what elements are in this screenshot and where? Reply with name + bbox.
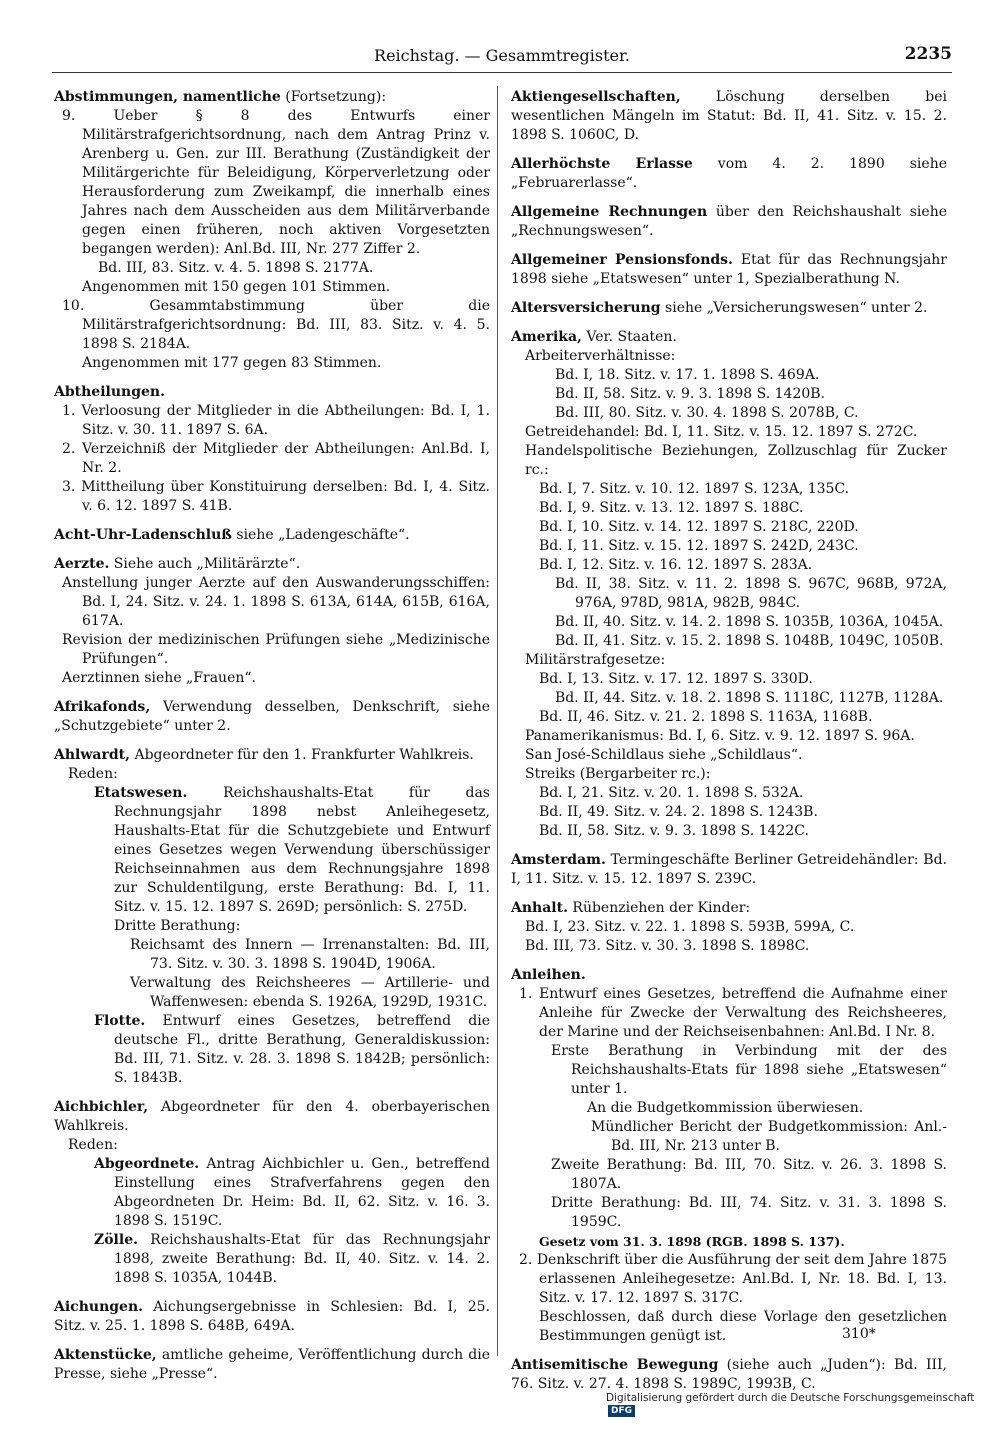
- headword: Aktenstücke,: [54, 1347, 157, 1363]
- entry-afrikafonds: [54, 698, 490, 736]
- entry-text: siehe „Versicherungswesen“ unter 2.: [665, 300, 928, 316]
- column-divider: [497, 86, 498, 1356]
- gesetz-line: Gesetz vom 31. 3. 1898 (RGB. 1898 S. 137).: [539, 1234, 845, 1249]
- headword: Afrikafonds,: [54, 699, 151, 715]
- reference: Bd. III, 83. Sitz. v. 4. 5. 1898 S. 2177A.: [98, 260, 374, 276]
- headword: Ahlwardt,: [54, 747, 130, 763]
- headword: Allgemeiner Pensionsfonds.: [511, 252, 733, 268]
- header-rule: [52, 72, 952, 73]
- entry-text: Löschung derselben bei wesentlichen Mängeln im Statut: Bd. II, 41. Sitz. v. 15. 2. 1898 S. 1060C, D.: [511, 89, 947, 143]
- signature-mark: 310*: [842, 1326, 876, 1342]
- left-column: [54, 88, 490, 1394]
- reference: Bd. I, 23. Sitz. v. 22. 1. 1898 S. 593B, 599A, C.: [525, 919, 855, 935]
- entry-anhalt: [511, 899, 947, 956]
- reference: Bd. II, 40. Sitz. v. 14. 2. 1898 S. 1035B, 1036A, 1045A.: [555, 614, 944, 630]
- sub-headword: Abgeordnete.: [94, 1156, 200, 1172]
- page-number: 2235: [904, 44, 952, 64]
- headword: Antisemitische Bewegung: [511, 1357, 719, 1373]
- entry-text: Aichungsergebnisse in Schlesien: Bd. I, 25. Sitz. v. 25. 1. 1898 S. 648B, 649A.: [54, 1299, 491, 1334]
- reference: Bd. II, 44. Sitz. v. 18. 2. 1898 S. 1118C, 1127B, 1128A.: [555, 690, 944, 706]
- entry-abstimmungen: [54, 88, 490, 373]
- reference: Bd. II, 58. Sitz. v. 9. 3. 1898 S. 1420B.: [555, 386, 825, 402]
- dritte-label: Dritte Berathung:: [114, 918, 241, 934]
- sub-headword: Zölle.: [94, 1232, 138, 1248]
- headword: Abtheilungen.: [54, 384, 165, 400]
- sub-label: Streiks (Bergarbeiter rc.):: [525, 766, 711, 782]
- sub-label: Getreidehandel: Bd. I, 11. Sitz. v. 15. 12. 1897 S. 272C.: [525, 424, 918, 440]
- reference: Bd. I, 21. Sitz. v. 20. 1. 1898 S. 532A.: [539, 785, 804, 801]
- entry-text: vom 4. 2. 1890 siehe „Februarerlasse“.: [511, 156, 947, 191]
- sub-label: San José-Schildlaus siehe „Schildlaus“.: [525, 747, 803, 763]
- entry-antisemitische: [511, 1356, 947, 1394]
- entry-aktenstuecke: [54, 1346, 490, 1384]
- sub-text: Entwurf eines Gesetzes, betreffend die deutsche Fl., dritte Berathung, Generaldiskussion: Bd. III, 71. Sitz. v. 28. 3. 1898 S. 1842B; persönlich: S. 1843B.: [114, 1013, 491, 1086]
- entry-rechnungen: [511, 203, 947, 241]
- headword: Allgemeine Rechnungen: [511, 204, 708, 220]
- dfg-logo: DFG: [608, 1405, 635, 1417]
- reference: Bd. III, 73. Sitz. v. 30. 3. 1898 S. 1898C.: [525, 938, 810, 954]
- entry-amerika: [511, 328, 947, 841]
- sub-text: Antrag Aichbichler u. Gen., betreffend Einstellung eines Strafverfahrens gegen den Abgeordneten Dr. Heim: Bd. II, 62. Sitz. v. 16. 3. 1898 S. 1519C.: [114, 1156, 491, 1229]
- sub-entry: Mündlicher Bericht der Budgetkommission: Anl.-Bd. III, Nr. 213 unter B.: [591, 1119, 947, 1154]
- entry-altersversicherung: [511, 299, 947, 318]
- headword: Altersversicherung: [511, 300, 661, 316]
- dfg-footer: [606, 1392, 1000, 1417]
- entry-aichungen: [54, 1298, 490, 1336]
- entry-anleihen: [511, 966, 947, 1346]
- entry-text: Abgeordneter für den 4. oberbayerischen Wahlkreis.: [54, 1099, 490, 1134]
- running-title: Reichstag. — Gesammtregister.: [374, 46, 630, 65]
- reference: Bd. I, 7. Sitz. v. 10. 12. 1897 S. 123A, 135C.: [539, 481, 850, 497]
- sub-entry: Beschlossen, daß durch diese Vorlage den gesetzlichen Bestimmungen genügt ist.: [539, 1309, 947, 1344]
- sub-entry: Erste Berathung in Verbindung mit der des Reichshaushalts-Etats für 1898 siehe „Etatswesen“ unter 1.: [551, 1043, 947, 1097]
- entry-text: Verwendung desselben, Denkschrift, siehe „Schutzgebiete“ unter 2.: [54, 699, 490, 734]
- entry-text: Ver. Staaten.: [586, 329, 677, 345]
- list-item: 2. Denkschrift über die Ausführung der seit dem Jahre 1875 erlassenen Anleihegesetze: Anl.Bd. I, Nr. 18. Bd. I, 13. Sitz. v. 17. 12. 1897 S. 317C.: [519, 1252, 947, 1306]
- sub-entry: Aerztinnen siehe „Frauen“.: [62, 670, 256, 686]
- entry-text: siehe „Ladengeschäfte“.: [236, 527, 410, 543]
- entry-text: amtliche geheime, Veröffentlichung durch die Presse, siehe „Presse“.: [54, 1347, 491, 1382]
- headword: Anleihen.: [511, 967, 586, 983]
- entry-text: Abgeordneter für den 1. Frankfurter Wahlkreis.: [134, 747, 474, 763]
- sub-entry-abgeordnete: [54, 1155, 490, 1231]
- reden-label: Reden:: [68, 766, 118, 782]
- sub-entry: Reichsamt des Innern — Irrenanstalten: Bd. III, 73. Sitz. v. 30. 3. 1898 S. 1904D, 1906A.: [130, 937, 490, 972]
- entry-abtheilungen: [54, 383, 490, 516]
- list-item: 3. Mittheilung über Konstituirung derselben: Bd. I, 4. Sitz. v. 6. 12. 1897 S. 41B.: [62, 479, 490, 514]
- entry-ahlwardt: [54, 746, 490, 1088]
- reference: Bd. II, 49. Sitz. v. 24. 2. 1898 S. 1243B.: [539, 804, 818, 820]
- entry-amsterdam: [511, 851, 947, 889]
- headword: Anhalt.: [511, 900, 568, 916]
- reference: Bd. I, 9. Sitz. v. 13. 12. 1897 S. 188C.: [539, 500, 804, 516]
- headword: Abstimmungen, namentliche: [54, 89, 281, 105]
- entry-acht-uhr: [54, 526, 490, 545]
- headword: Aerzte.: [54, 556, 110, 572]
- entry-text: (Fortsetzung):: [285, 89, 387, 105]
- sub-entry: Verwaltung des Reichsheeres — Artillerie- und Waffenwesen: ebenda S. 1926A, 1929D, 1931C.: [130, 975, 490, 1010]
- headword: Aichbichler,: [54, 1099, 149, 1115]
- reference: Bd. II, 38. Sitz. v. 11. 2. 1898 S. 967C, 968B, 972A, 976A, 978D, 981A, 982B, 984C.: [555, 576, 947, 611]
- sub-label: Militärstrafgesetze:: [525, 652, 666, 668]
- entry-aktiengesellschaften: [511, 88, 947, 145]
- reference: Bd. II, 41. Sitz. v. 15. 2. 1898 S. 1048B, 1049C, 1050B.: [555, 633, 944, 649]
- page-header: [52, 44, 952, 70]
- entry-aichbichler: [54, 1098, 490, 1288]
- list-item: 1. Entwurf eines Gesetzes, betreffend die Aufnahme einer Anleihe für Zwecke der Verwaltung des Reichsheeres, der Marine und der Reichseisenbahnen: Anl.Bd. I Nr. 8.: [519, 986, 947, 1040]
- list-item: 10. Gesammtabstimmung über die Militärstrafgerichtsordnung: Bd. III, 83. Sitz. v. 4. 5. 1898 S. 2184A.: [62, 298, 490, 352]
- entry-pensionsfonds: [511, 251, 947, 289]
- dfg-text: Digitalisierung gefördert durch die Deutsche Forschungsgemeinschaft: [606, 1392, 975, 1404]
- headword: Amerika,: [511, 329, 582, 345]
- sub-entry-flotte: [54, 1012, 490, 1088]
- sub-entry-zoelle: [54, 1231, 490, 1288]
- sub-headword: Flotte.: [94, 1013, 146, 1029]
- entry-text: (siehe auch „Juden“): Bd. III, 76. Sitz. v. 27. 4. 1898 S. 1989C, 1993B, C.: [511, 1357, 947, 1392]
- list-item: 9. Ueber § 8 des Entwurfs einer Militärstrafgerichtsordnung, nach dem Antrag Prinz v. Arenberg u. Gen. zur III. Berathung (Zuständigkeit der Militärgerichte für Beleidigung, Körperverletzung oder Herausforderung zum Zweikampf, die innerhalb eines Jahres nach dem Ausscheiden aus dem Militärverbande gegen einen früheren, noch aktiven Vorgesetzten begangen werden): Anl.Bd. III, Nr. 277 Ziffer 2.: [62, 108, 490, 257]
- entry-text: Etat für das Rechnungsjahr 1898 siehe „Etatswesen“ unter 1, Spezialberathung N.: [511, 252, 947, 287]
- sub-entry: Anstellung junger Aerzte auf den Auswanderungsschiffen: Bd. I, 24. Sitz. v. 24. 1. 1898 S. 613A, 614A, 615B, 616A, 617A.: [62, 575, 490, 629]
- sub-label: Panamerikanismus: Bd. I, 6. Sitz. v. 9. 12. 1897 S. 96A.: [525, 728, 915, 744]
- entry-erlasse: [511, 155, 947, 193]
- reference: Bd. I, 11. Sitz. v. 15. 12. 1897 S. 242D, 243C.: [539, 538, 859, 554]
- entry-aerzte: [54, 555, 490, 688]
- headword: Aktiengesellschaften,: [511, 89, 681, 105]
- sub-entry-etatswesen: [54, 784, 490, 917]
- entry-text: über den Reichshaushalt siehe „Rechnungswesen“.: [511, 204, 947, 239]
- headword: Allerhöchste Erlasse: [511, 156, 693, 172]
- sub-entry: Zweite Berathung: Bd. III, 70. Sitz. v. 26. 3. 1898 S. 1807A.: [551, 1157, 947, 1192]
- result: Angenommen mit 177 gegen 83 Stimmen.: [82, 355, 382, 371]
- reference: Bd. I, 10. Sitz. v. 14. 12. 1897 S. 218C, 220D.: [539, 519, 859, 535]
- reference: Bd. I, 13. Sitz. v. 17. 12. 1897 S. 330D.: [539, 671, 813, 687]
- sub-text: Reichshaushalts-Etat für das Rechnungsjahr 1898 nebst Anleihegesetz, Haushalts-Etat für die Schutzgebiete und Entwurf eines Gesetzes wegen Verwendung überschüssiger Reichseinnahmen aus dem Rechnungsjahre 1898 zur Schuldentilgung, erste Berathung: Bd. I, 11. Sitz. v. 15. 12. 1897 S. 269D; persönlich: S. 275D.: [114, 785, 490, 915]
- sub-entry: Revision der medizinischen Prüfungen siehe „Medizinische Prüfungen“.: [62, 632, 490, 667]
- reden-label: Reden:: [68, 1137, 118, 1153]
- sub-headword: Etatswesen.: [94, 785, 188, 801]
- sub-label: Handelspolitische Beziehungen, Zollzuschlag für Zucker rc.:: [525, 443, 947, 478]
- sub-text: Reichshaushalts-Etat für das Rechnungsjahr 1898, zweite Berathung: Bd. II, 40. Sitz. v. 14. 2. 1898 S. 1035A, 1044B.: [114, 1232, 490, 1286]
- reference: Bd. II, 58. Sitz. v. 9. 3. 1898 S. 1422C.: [539, 823, 809, 839]
- headword: Acht-Uhr-Ladenschluß: [54, 527, 232, 543]
- sub-label: Arbeiterverhältnisse:: [525, 348, 676, 364]
- entry-text: Siehe auch „Militärärzte“.: [113, 556, 301, 572]
- reference: Bd. III, 80. Sitz. v. 30. 4. 1898 S. 2078B, C.: [555, 405, 859, 421]
- entry-text: Rübenziehen der Kinder:: [572, 900, 751, 916]
- sub-entry: An die Budgetkommission überwiesen.: [587, 1100, 864, 1116]
- entry-text: Termingeschäfte Berliner Getreidehändler: Bd. I, 11. Sitz. v. 15. 12. 1897 S. 239C.: [511, 852, 947, 887]
- result: Angenommen mit 150 gegen 101 Stimmen.: [82, 279, 391, 295]
- reference: Bd. II, 46. Sitz. v. 21. 2. 1898 S. 1163A, 1168B.: [539, 709, 873, 725]
- sub-entry: Dritte Berathung: Bd. III, 74. Sitz. v. 31. 3. 1898 S. 1959C.: [551, 1195, 947, 1230]
- headword: Amsterdam.: [511, 852, 606, 868]
- reference: Bd. I, 18. Sitz. v. 17. 1. 1898 S. 469A.: [555, 367, 820, 383]
- reference: Bd. I, 12. Sitz. v. 16. 12. 1897 S. 283A.: [539, 557, 813, 573]
- right-column: [511, 88, 947, 1404]
- headword: Aichungen.: [54, 1299, 143, 1315]
- list-item: 2. Verzeichniß der Mitglieder der Abtheilungen: Anl.Bd. I, Nr. 2.: [62, 441, 490, 476]
- list-item: 1. Verloosung der Mitglieder in die Abtheilungen: Bd. I, 1. Sitz. v. 30. 11. 1897 S. 6A.: [62, 403, 490, 438]
